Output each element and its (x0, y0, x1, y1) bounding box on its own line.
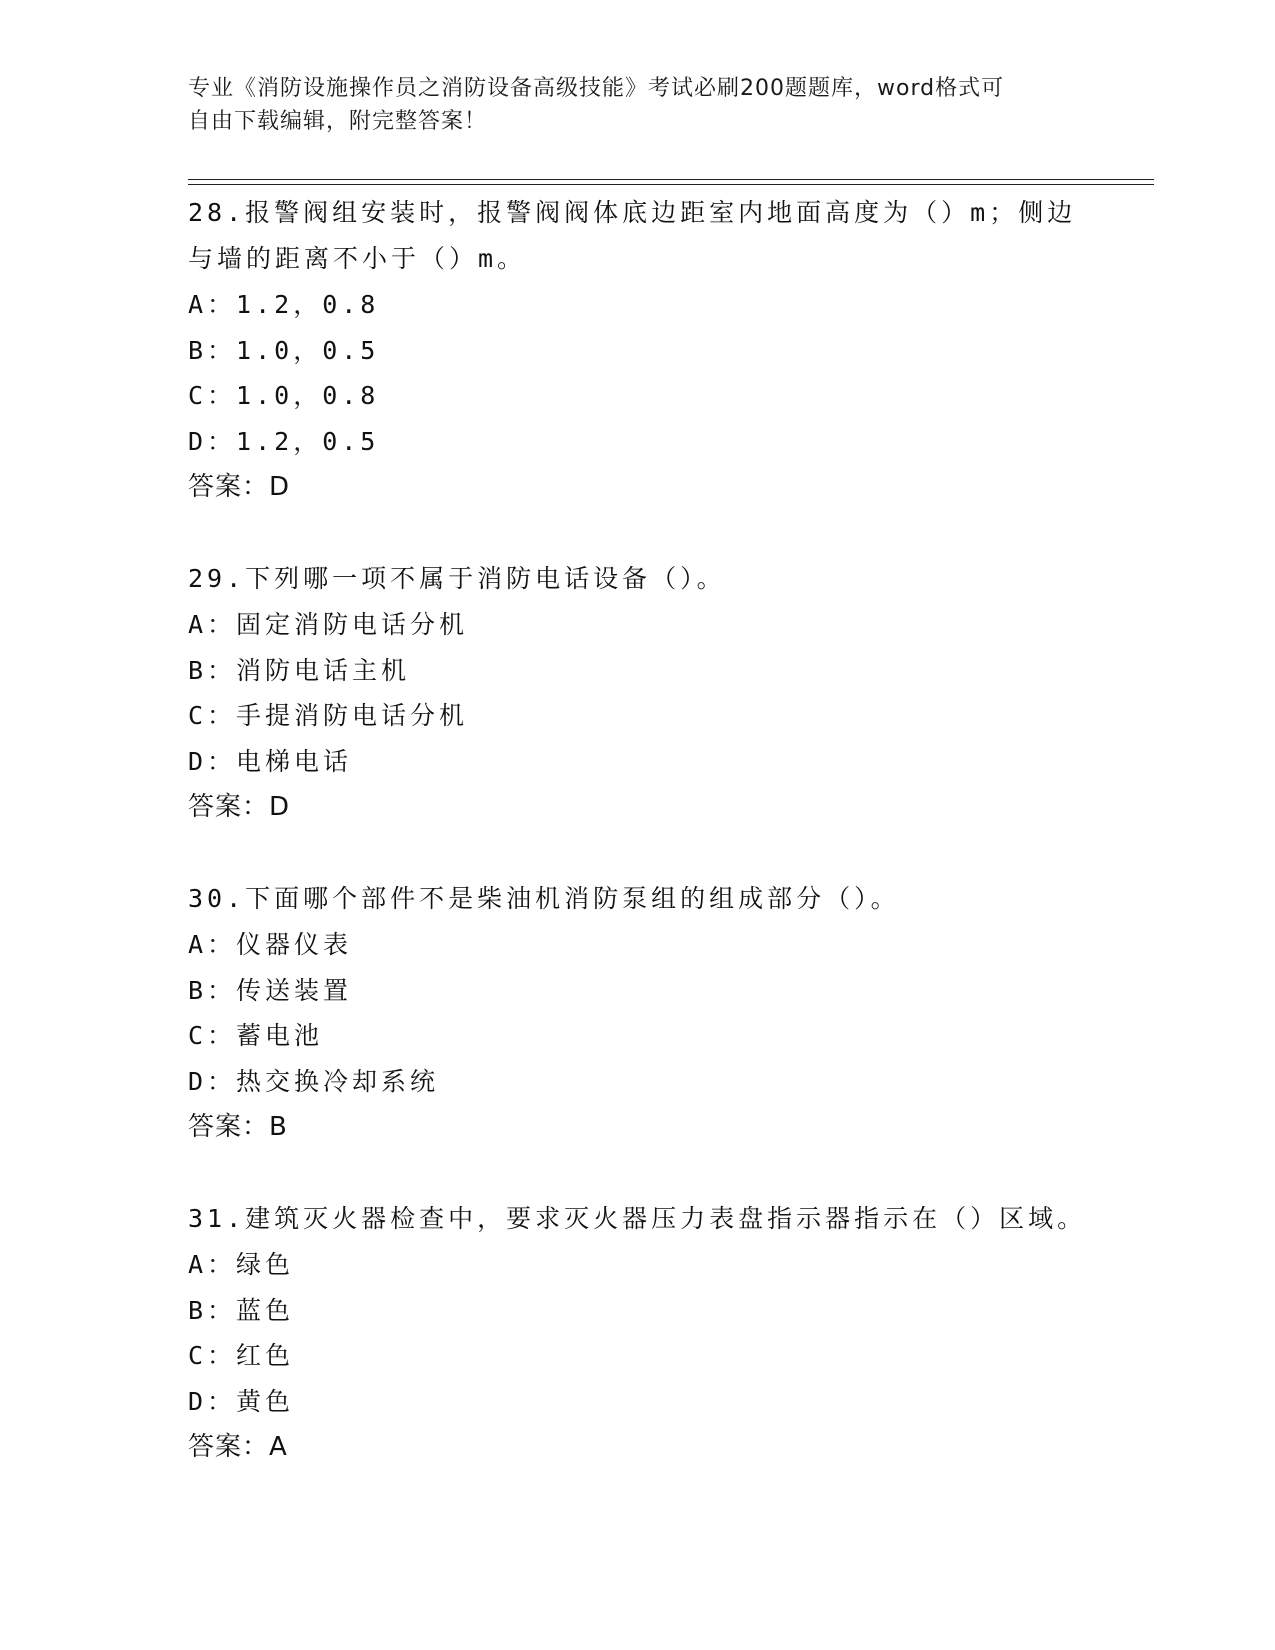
question-stem (188, 190, 1077, 282)
answer-line: 答案：D (188, 472, 291, 502)
question-29 (188, 556, 1088, 830)
header-line-2: 自由下载编辑，附完整答案！ (188, 109, 488, 134)
option-c: C：1.0，0.8 (188, 381, 380, 410)
document-header (188, 72, 1068, 138)
question-stem-line: 与墙的距离不小于（）m。 (188, 244, 527, 273)
question-stem-line: 29.下列哪一项不属于消防电话设备（）。 (188, 564, 726, 593)
question-30 (188, 876, 1088, 1150)
question-stem-line: 28.报警阀组安装时，报警阀阀体底边距室内地面高度为（）m；侧边 (188, 198, 1077, 227)
question-stem-line: 30.下面哪个部件不是柴油机消防泵组的组成部分（）。 (188, 884, 900, 913)
question-stem (188, 1196, 1087, 1242)
option-b: B：消防电话主机 (188, 655, 411, 685)
option-d: D：热交换冷却系统 (188, 1066, 440, 1096)
answer-line: 答案：A (188, 1432, 288, 1462)
option-a: A：仪器仪表 (188, 930, 353, 959)
option-c: C：红色 (188, 1341, 295, 1370)
question-31 (188, 1196, 1088, 1470)
option-d: D：1.2，0.5 (188, 426, 380, 456)
question-stem (188, 556, 1068, 602)
option-d: D：电梯电话 (188, 746, 353, 776)
question-list (188, 190, 1088, 1470)
option-c: C：蓄电池 (188, 1021, 324, 1050)
question-28 (188, 190, 1088, 510)
option-a: A：1.2，0.8 (188, 290, 380, 319)
option-d: D：黄色 (188, 1386, 295, 1416)
question-stem (188, 876, 1068, 922)
option-a: A：固定消防电话分机 (188, 610, 469, 639)
header-line-1: 专业《消防设施操作员之消防设备高级技能》考试必刷200题题库，word格式可 (188, 76, 1005, 101)
header-divider-bottom (188, 184, 1154, 185)
option-a: A：绿色 (188, 1250, 295, 1279)
question-stem-line: 31.建筑灭火器检查中，要求灭火器压力表盘指示器指示在（）区域。 (188, 1204, 1087, 1233)
header-divider-top (188, 179, 1154, 180)
answer-line: 答案：B (188, 1112, 288, 1142)
option-b: B：1.0，0.5 (188, 335, 380, 365)
option-c: C：手提消防电话分机 (188, 701, 469, 730)
answer-line: 答案：D (188, 792, 291, 822)
option-b: B：传送装置 (188, 975, 353, 1005)
option-b: B：蓝色 (188, 1295, 295, 1325)
